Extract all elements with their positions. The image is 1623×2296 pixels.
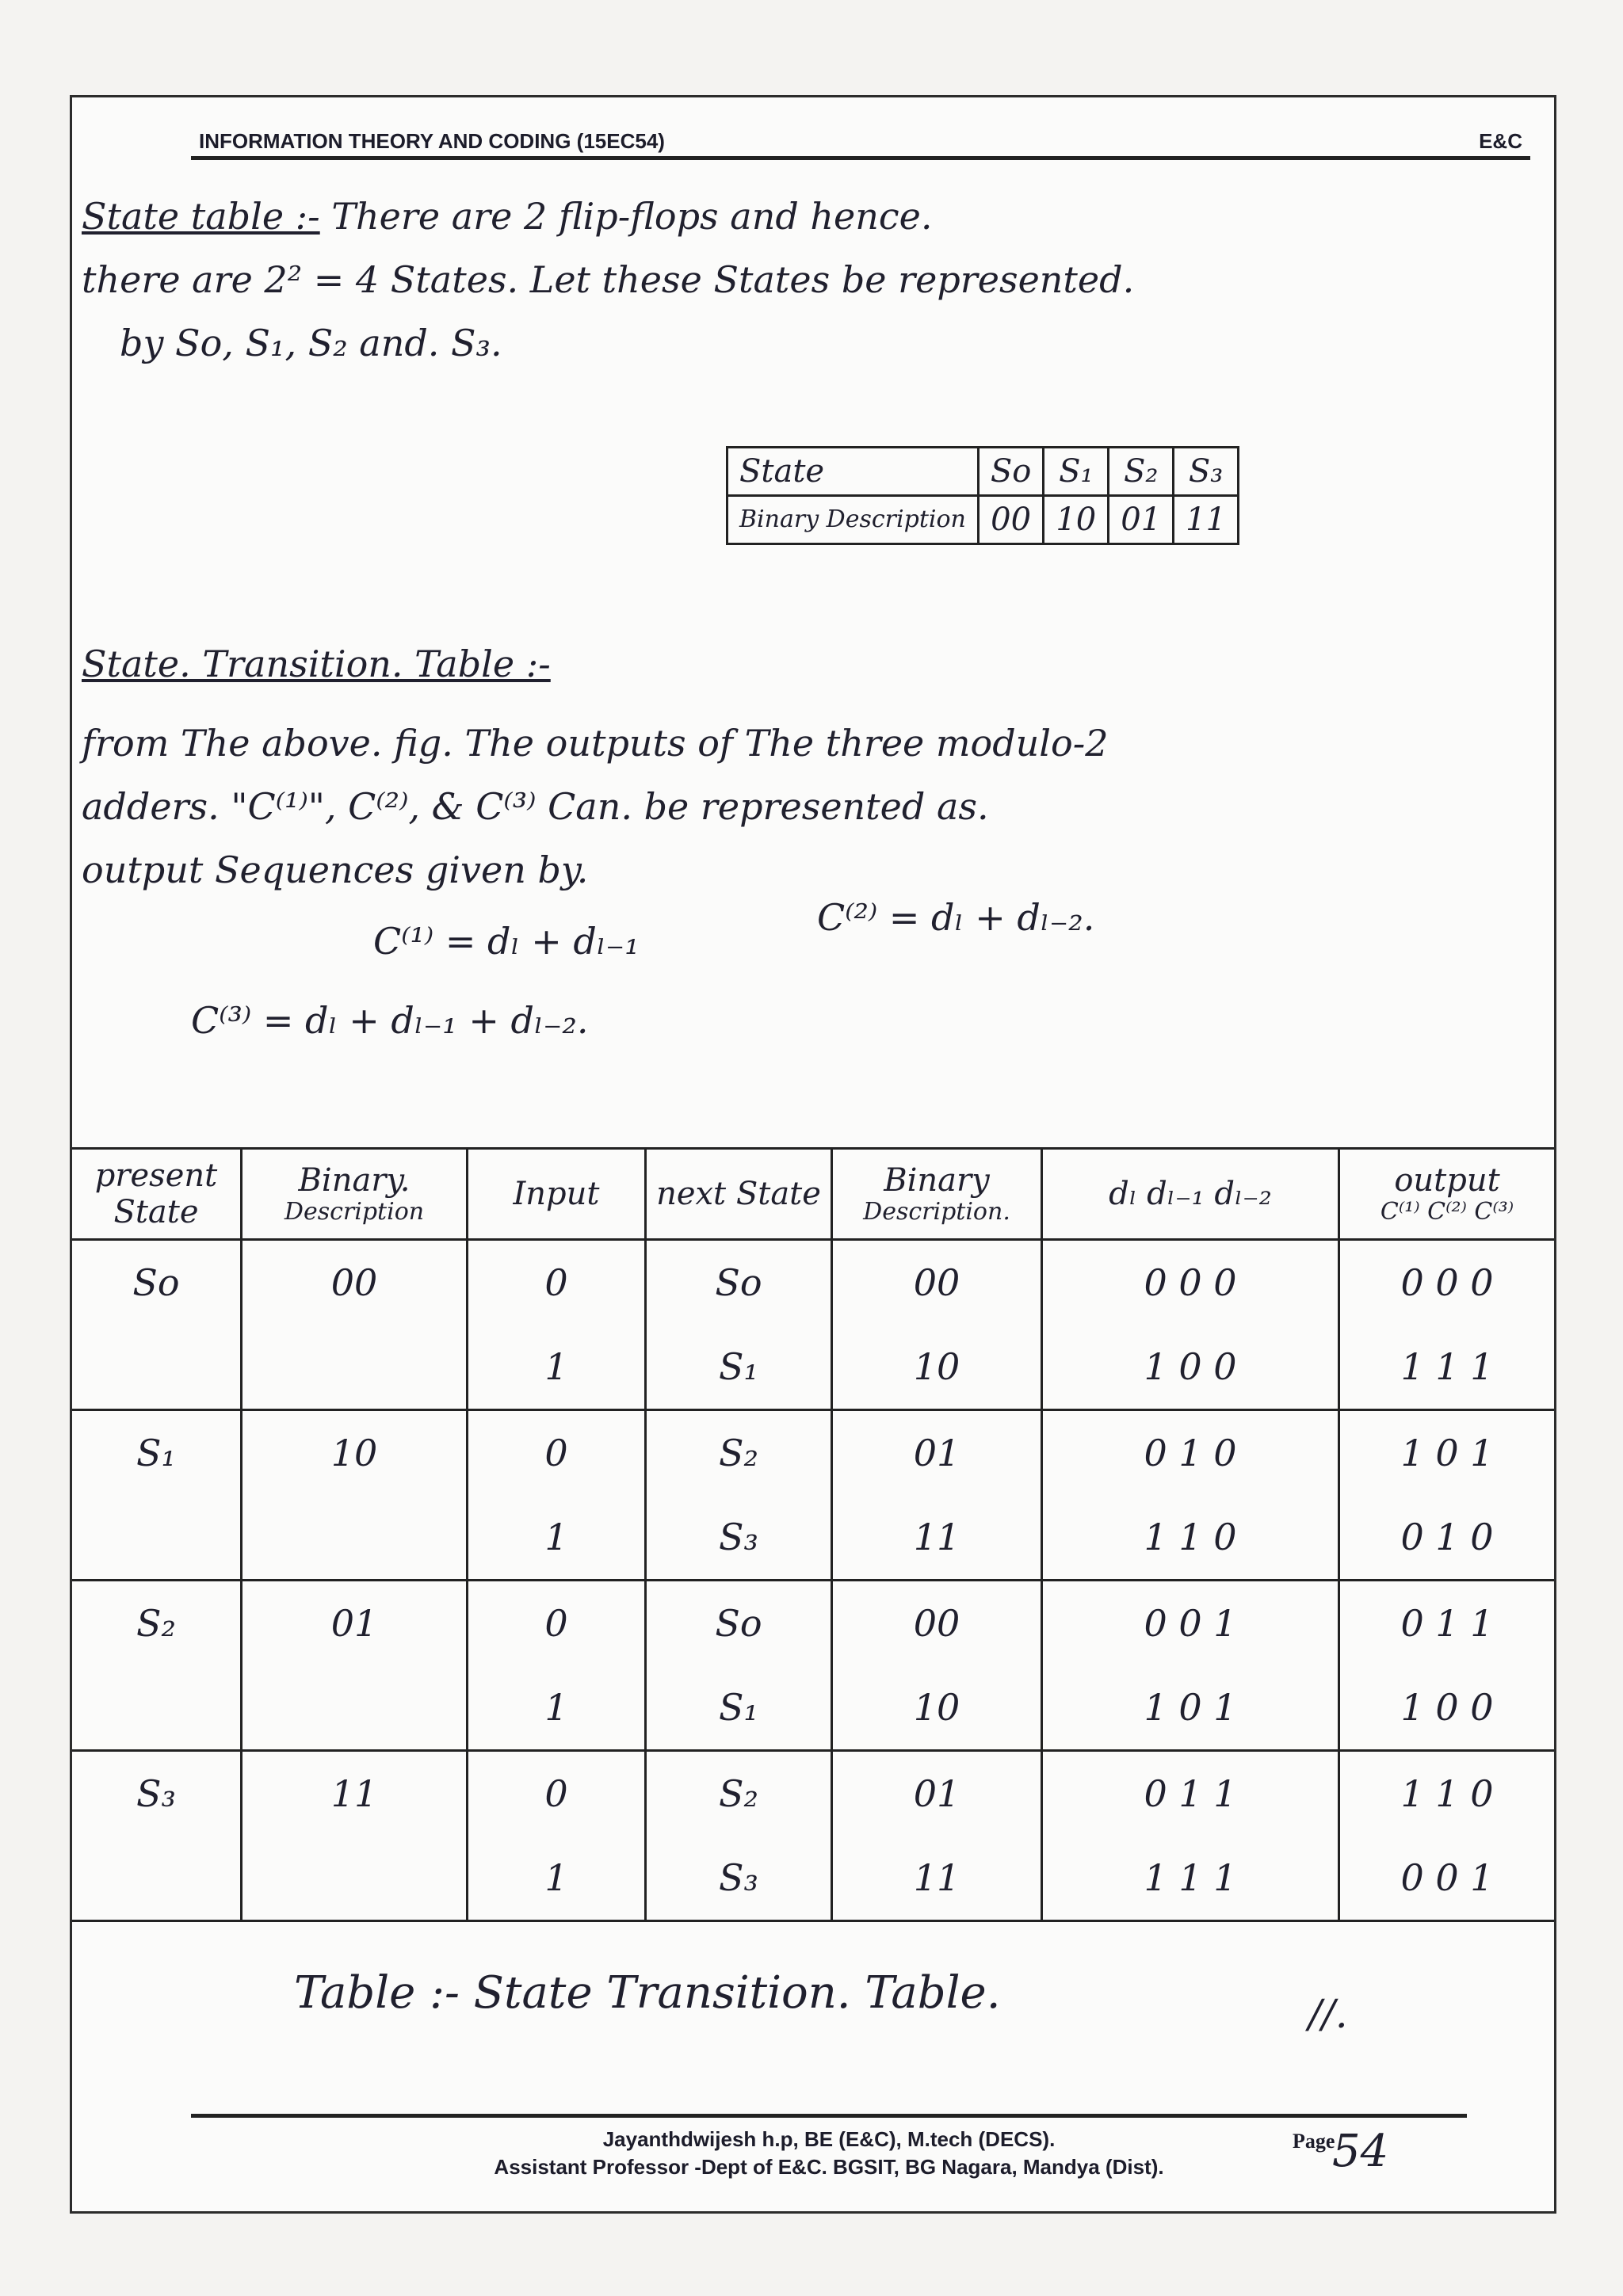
binary-cell: 01 bbox=[1109, 496, 1174, 544]
col-output bbox=[1339, 1149, 1555, 1240]
transition-line-2: adders. "C⁽¹⁾", C⁽²⁾, & C⁽³⁾ Can. be represented as. bbox=[82, 785, 989, 828]
intro-line-1 bbox=[82, 196, 933, 237]
table-caption: Table :- State Transition. Table. bbox=[294, 1967, 1001, 2019]
col-input: Input bbox=[468, 1149, 646, 1240]
cell-d-values: 1 0 0 bbox=[1042, 1325, 1339, 1410]
table-row bbox=[72, 1836, 1554, 1921]
col-binary-description bbox=[242, 1149, 468, 1240]
cell-next-binary: 10 bbox=[832, 1325, 1042, 1410]
cell-present-binary: 10 bbox=[242, 1410, 468, 1496]
footer-rule bbox=[191, 2114, 1467, 2118]
intro-line-2: there are 2² = 4 States. Let these States be represented. bbox=[82, 258, 1135, 301]
col-output-title: output bbox=[1394, 1161, 1500, 1199]
cell-input: 0 bbox=[468, 1581, 646, 1666]
binary-cell: 00 bbox=[978, 496, 1043, 544]
equation-c3: C⁽³⁾ = dₗ + dₗ₋₁ + dₗ₋₂. bbox=[191, 999, 589, 1042]
state-row-label: State bbox=[727, 448, 979, 496]
col-output-sub: C⁽¹⁾ C⁽²⁾ C⁽³⁾ bbox=[1380, 1197, 1514, 1226]
cell-input: 1 bbox=[468, 1836, 646, 1921]
header-rule bbox=[191, 156, 1530, 160]
table-row bbox=[72, 1410, 1554, 1496]
transition-line-3: output Sequences given by. bbox=[82, 849, 589, 891]
equation-c1: C⁽¹⁾ = dₗ + dₗ₋₁ bbox=[373, 920, 640, 963]
state-row bbox=[727, 448, 1239, 496]
cell-present-state bbox=[72, 1325, 242, 1410]
caption-end-mark: //. bbox=[1308, 1991, 1348, 2037]
cell-present-state bbox=[72, 1836, 242, 1921]
cell-input: 0 bbox=[468, 1410, 646, 1496]
cell-present-state: S₃ bbox=[72, 1751, 242, 1836]
cell-d-values: 1 1 1 bbox=[1042, 1836, 1339, 1921]
table-row bbox=[72, 1240, 1554, 1325]
binary-row bbox=[727, 496, 1239, 544]
cell-present-state bbox=[72, 1665, 242, 1751]
table-row bbox=[72, 1495, 1554, 1581]
cell-output: 0 0 1 bbox=[1339, 1836, 1555, 1921]
cell-present-binary bbox=[242, 1495, 468, 1581]
cell-input: 1 bbox=[468, 1495, 646, 1581]
course-title: INFORMATION THEORY AND CODING (15EC54) bbox=[199, 129, 665, 153]
cell-present-binary: 11 bbox=[242, 1751, 468, 1836]
col-next-state: next State bbox=[646, 1149, 832, 1240]
intro-line-3: by So, S₁, S₂ and. S₃. bbox=[120, 322, 502, 364]
cell-output: 1 0 1 bbox=[1400, 1432, 1494, 1474]
page-number: 54 bbox=[1332, 2126, 1389, 2177]
cell-next-binary: 01 bbox=[832, 1410, 1042, 1496]
state-table-heading: State table :- bbox=[82, 195, 320, 238]
cell-input: 1 bbox=[468, 1665, 646, 1751]
cell-next-binary: 10 bbox=[832, 1665, 1042, 1751]
cell-present-state: So bbox=[72, 1240, 242, 1325]
cell-present-state: S₂ bbox=[72, 1581, 242, 1666]
cell-present-binary bbox=[242, 1836, 468, 1921]
col-next-binary-description bbox=[832, 1149, 1042, 1240]
footer bbox=[191, 2126, 1467, 2181]
cell-present-binary bbox=[242, 1665, 468, 1751]
notebook-page bbox=[70, 95, 1556, 2214]
cell-input: 0 bbox=[468, 1751, 646, 1836]
cell-next-binary: 11 bbox=[832, 1836, 1042, 1921]
cell-next-state: S₂ bbox=[646, 1751, 832, 1836]
binary-cell: 10 bbox=[1044, 496, 1109, 544]
cell-present-binary: 01 bbox=[242, 1581, 468, 1666]
table-row bbox=[72, 1325, 1554, 1410]
col-next-binary-title: Binary bbox=[884, 1161, 990, 1199]
cell-input: 1 bbox=[468, 1325, 646, 1410]
cell-d-values: 1 0 1 bbox=[1042, 1665, 1339, 1751]
state-binary-table bbox=[726, 446, 1239, 545]
table-header-row bbox=[72, 1149, 1554, 1240]
page-label: Page bbox=[1293, 2130, 1335, 2153]
col-next-binary-sub: Description. bbox=[863, 1197, 1010, 1226]
equation-c2: C⁽²⁾ = dₗ + dₗ₋₂. bbox=[817, 896, 1095, 939]
cell-next-state: S₃ bbox=[646, 1836, 832, 1921]
binary-row-label: Binary Description bbox=[727, 496, 979, 544]
state-transition-table bbox=[72, 1147, 1554, 1922]
cell-next-binary: 11 bbox=[832, 1495, 1042, 1581]
cell-output: 0 1 1 bbox=[1400, 1602, 1494, 1645]
col-binary-title: Binary. bbox=[298, 1161, 411, 1199]
cell-next-binary: 00 bbox=[832, 1240, 1042, 1325]
state-cell: So bbox=[978, 448, 1043, 496]
transition-line-1: from The above. fig. The outputs of The three modulo-2 bbox=[82, 722, 1109, 765]
cell-present-binary bbox=[242, 1325, 468, 1410]
intro-line-1-text: There are 2 flip-flops and hence. bbox=[331, 195, 933, 238]
table-row bbox=[72, 1581, 1554, 1666]
cell-d-values: 0 1 1 bbox=[1042, 1751, 1339, 1836]
cell-output: 1 0 0 bbox=[1339, 1665, 1555, 1751]
binary-cell: 11 bbox=[1174, 496, 1239, 544]
cell-next-state: S₂ bbox=[646, 1410, 832, 1496]
state-cell: S₁ bbox=[1044, 448, 1109, 496]
cell-next-state: So bbox=[646, 1240, 832, 1325]
cell-next-state: S₁ bbox=[646, 1665, 832, 1751]
cell-next-state: So bbox=[646, 1581, 832, 1666]
cell-output: 0 1 0 bbox=[1339, 1495, 1555, 1581]
cell-output: 1 1 1 bbox=[1339, 1325, 1555, 1410]
cell-d-values: 0 1 0 bbox=[1042, 1410, 1339, 1496]
cell-present-state bbox=[72, 1495, 242, 1581]
department-label: E&C bbox=[1479, 129, 1522, 153]
cell-present-state: S₁ bbox=[72, 1410, 242, 1496]
cell-input: 0 bbox=[468, 1240, 646, 1325]
cell-next-binary: 01 bbox=[832, 1751, 1042, 1836]
cell-d-values: 0 0 1 bbox=[1042, 1581, 1339, 1666]
cell-next-state: S₁ bbox=[646, 1325, 832, 1410]
col-d-values: dₗ dₗ₋₁ dₗ₋₂ bbox=[1042, 1149, 1339, 1240]
cell-d-values: 0 0 0 bbox=[1042, 1240, 1339, 1325]
col-binary-sub: Description bbox=[284, 1197, 425, 1226]
table-row bbox=[72, 1665, 1554, 1751]
cell-output: 1 1 0 bbox=[1400, 1772, 1494, 1815]
cell-present-binary: 00 bbox=[242, 1240, 468, 1325]
transition-heading: State. Transition. Table :- bbox=[82, 643, 551, 685]
cell-next-binary: 00 bbox=[832, 1581, 1042, 1666]
cell-output: 0 0 0 bbox=[1400, 1261, 1494, 1304]
table-row bbox=[72, 1751, 1554, 1836]
cell-d-values: 1 1 0 bbox=[1042, 1495, 1339, 1581]
affiliation-line: Assistant Professor -Dept of E&C. BGSIT, BG Nagara, Mandya (Dist). bbox=[494, 2155, 1164, 2180]
cell-next-state: S₃ bbox=[646, 1495, 832, 1581]
author-line: Jayanthdwijesh h.p, BE (E&C), M.tech (DECS). bbox=[602, 2127, 1056, 2151]
state-cell: S₂ bbox=[1109, 448, 1174, 496]
state-cell: S₃ bbox=[1174, 448, 1239, 496]
col-present-state: present State bbox=[72, 1149, 242, 1240]
